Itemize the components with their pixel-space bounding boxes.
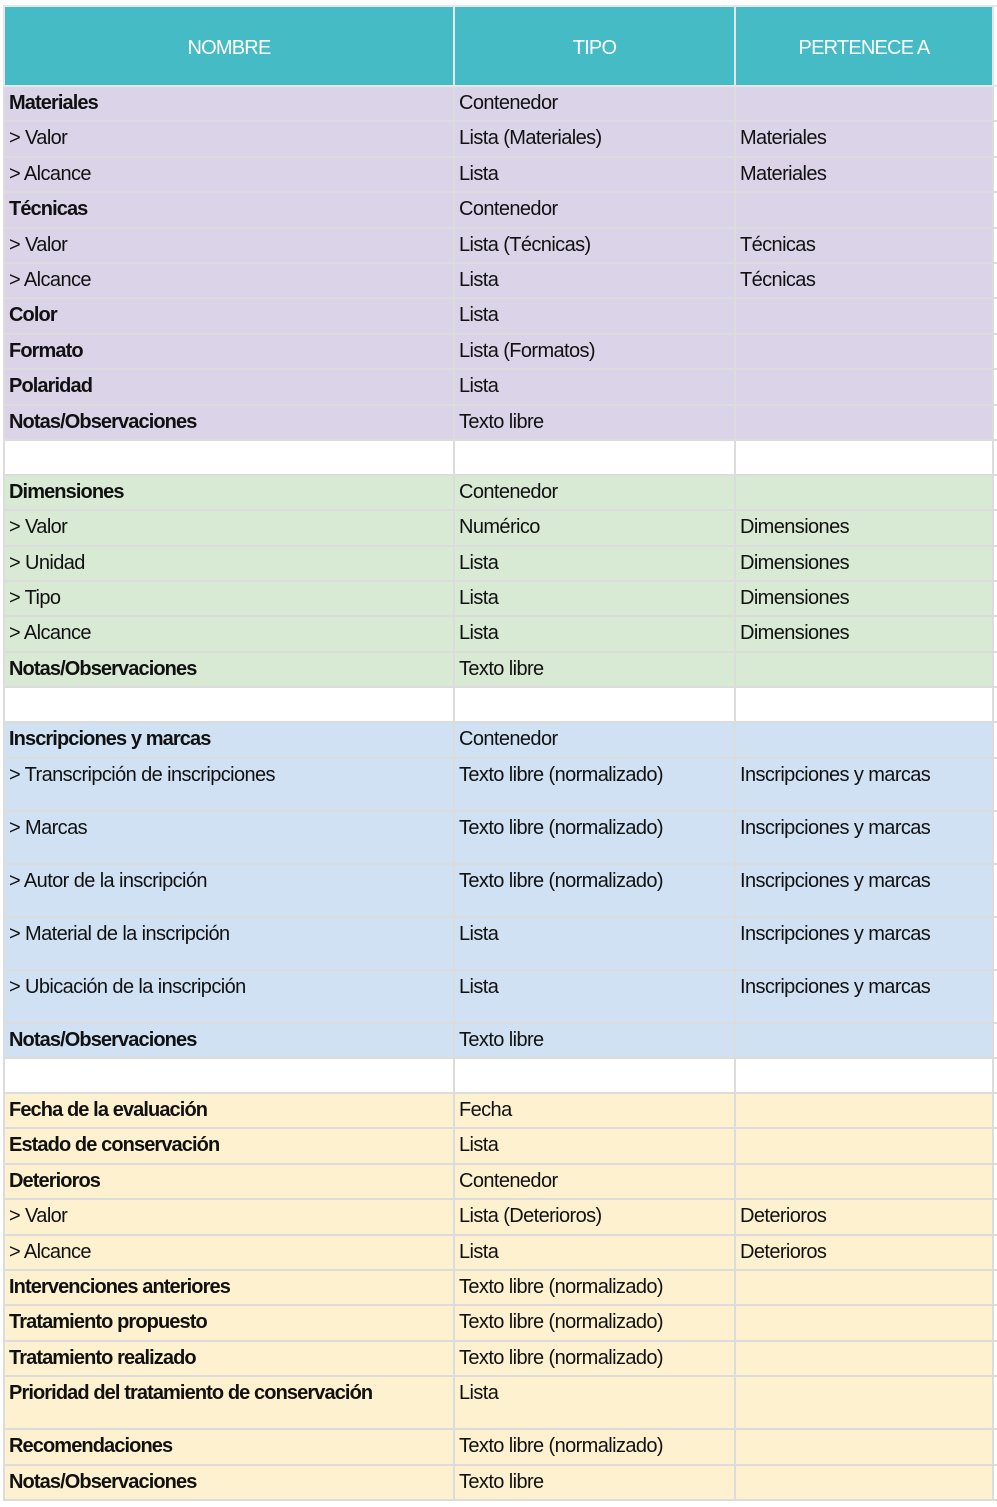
cell-tipo[interactable]: Lista (Deterioros): [454, 1199, 735, 1234]
cell-nombre[interactable]: Tratamiento realizado: [4, 1341, 454, 1376]
empty-cell[interactable]: [454, 1058, 735, 1093]
table-row: [4, 192, 997, 227]
cell-pertenece-a[interactable]: Técnicas: [735, 228, 993, 263]
cell-nombre[interactable]: Estado de conservación: [4, 1128, 454, 1163]
cell-tipo[interactable]: Lista (Materiales): [454, 121, 735, 156]
table-row: [4, 86, 997, 121]
cell-pertenece-a[interactable]: Inscripciones y marcas: [735, 758, 993, 811]
table-row: [4, 1199, 997, 1234]
table-row: [4, 1270, 997, 1305]
edge-cell[interactable]: [993, 864, 997, 917]
cell-tipo[interactable]: Lista: [454, 546, 735, 581]
cell-tipo[interactable]: Lista (Técnicas): [454, 228, 735, 263]
edge-cell[interactable]: [993, 228, 997, 263]
cell-pertenece-a[interactable]: Dimensiones: [735, 616, 993, 651]
edge-cell[interactable]: [993, 811, 997, 864]
cell-tipo[interactable]: Texto libre (normalizado): [454, 1270, 735, 1305]
cell-pertenece-a[interactable]: Dimensiones: [735, 546, 993, 581]
edge-cell[interactable]: [993, 298, 997, 333]
empty-cell[interactable]: [735, 1058, 993, 1093]
cell-nombre[interactable]: > Alcance: [4, 1235, 454, 1270]
empty-cell[interactable]: [735, 687, 993, 722]
cell-pertenece-a[interactable]: [735, 405, 993, 440]
cell-nombre[interactable]: Color: [4, 298, 454, 333]
edge-cell[interactable]: [993, 1305, 997, 1340]
cell-pertenece-a[interactable]: [735, 1093, 993, 1128]
table-row: [4, 1164, 997, 1199]
edge-cell[interactable]: [993, 405, 997, 440]
edge-cell[interactable]: [993, 1465, 997, 1500]
cell-pertenece-a[interactable]: [735, 1429, 993, 1464]
cell-nombre[interactable]: Notas/Observaciones: [4, 405, 454, 440]
cell-nombre[interactable]: Inscripciones y marcas: [4, 722, 454, 757]
empty-cell[interactable]: [4, 1058, 454, 1093]
cell-pertenece-a[interactable]: [735, 652, 993, 687]
cell-pertenece-a[interactable]: [735, 1164, 993, 1199]
cell-tipo[interactable]: Lista: [454, 581, 735, 616]
edge-cell[interactable]: [993, 546, 997, 581]
cell-tipo[interactable]: Texto libre (normalizado): [454, 1341, 735, 1376]
cell-tipo[interactable]: Contenedor: [454, 86, 735, 121]
fields-table: [3, 5, 997, 1501]
edge-cell[interactable]: [993, 1235, 997, 1270]
cell-nombre[interactable]: > Valor: [4, 121, 454, 156]
cell-tipo[interactable]: Texto libre: [454, 1023, 735, 1058]
cell-nombre[interactable]: Formato: [4, 334, 454, 369]
table-row: [4, 581, 997, 616]
empty-cell[interactable]: [454, 440, 735, 475]
edge-cell[interactable]: [993, 970, 997, 1023]
cell-nombre[interactable]: > Unidad: [4, 546, 454, 581]
cell-pertenece-a[interactable]: [735, 192, 993, 227]
table-row: [4, 546, 997, 581]
table-row: [4, 121, 997, 156]
spacer-row: [4, 440, 997, 475]
cell-tipo[interactable]: Lista: [454, 616, 735, 651]
table-row: [4, 1465, 997, 1500]
cell-nombre[interactable]: > Valor: [4, 1199, 454, 1234]
cell-nombre[interactable]: > Valor: [4, 510, 454, 545]
cell-pertenece-a[interactable]: Deterioros: [735, 1199, 993, 1234]
table-row: [4, 1305, 997, 1340]
table-row: [4, 263, 997, 298]
table-row: [4, 970, 997, 1023]
empty-cell[interactable]: [993, 440, 997, 475]
cell-nombre[interactable]: > Alcance: [4, 616, 454, 651]
table-body: [4, 86, 997, 1500]
edge-cell[interactable]: [993, 1023, 997, 1058]
edge-cell[interactable]: [993, 192, 997, 227]
edge-cell[interactable]: [993, 652, 997, 687]
cell-tipo[interactable]: Texto libre (normalizado): [454, 1429, 735, 1464]
table-row: [4, 334, 997, 369]
table-row: [4, 1128, 997, 1163]
edge-cell[interactable]: [993, 1429, 997, 1464]
edge-cell[interactable]: [993, 334, 997, 369]
table-row: [4, 1341, 997, 1376]
cell-tipo[interactable]: Texto libre (normalizado): [454, 758, 735, 811]
cell-nombre[interactable]: > Alcance: [4, 263, 454, 298]
table-row: [4, 1429, 997, 1464]
cell-tipo[interactable]: Fecha: [454, 1093, 735, 1128]
table-row: [4, 510, 997, 545]
cell-pertenece-a[interactable]: Inscripciones y marcas: [735, 864, 993, 917]
cell-tipo[interactable]: Numérico: [454, 510, 735, 545]
cell-pertenece-a[interactable]: Inscripciones y marcas: [735, 811, 993, 864]
edge-cell[interactable]: [993, 722, 997, 757]
cell-tipo[interactable]: Lista: [454, 1235, 735, 1270]
edge-cell[interactable]: [993, 1341, 997, 1376]
cell-tipo[interactable]: Texto libre: [454, 1465, 735, 1500]
table-row: [4, 298, 997, 333]
spreadsheet: [3, 5, 997, 1501]
table-row: [4, 811, 997, 864]
cell-tipo[interactable]: Lista: [454, 369, 735, 404]
edge-cell[interactable]: [993, 157, 997, 192]
cell-nombre[interactable]: > Transcripción de inscripciones: [4, 758, 454, 811]
edge-cell[interactable]: [993, 86, 997, 121]
cell-pertenece-a[interactable]: [735, 1341, 993, 1376]
cell-nombre[interactable]: Notas/Observaciones: [4, 652, 454, 687]
edge-cell[interactable]: [993, 758, 997, 811]
empty-cell[interactable]: [993, 1058, 997, 1093]
cell-pertenece-a[interactable]: [735, 475, 993, 510]
empty-cell[interactable]: [4, 440, 454, 475]
edge-cell[interactable]: [993, 1128, 997, 1163]
cell-pertenece-a[interactable]: Dimensiones: [735, 510, 993, 545]
edge-cell[interactable]: [993, 1376, 997, 1429]
empty-cell[interactable]: [4, 687, 454, 722]
cell-pertenece-a[interactable]: [735, 1023, 993, 1058]
table-row: [4, 758, 997, 811]
edge-cell[interactable]: [993, 1199, 997, 1234]
header-row: [4, 6, 997, 86]
spacer-row: [4, 687, 997, 722]
table-row: [4, 917, 997, 970]
cell-tipo[interactable]: Lista: [454, 298, 735, 333]
cell-tipo[interactable]: Texto libre (normalizado): [454, 1305, 735, 1340]
header-edge-cell[interactable]: [993, 6, 997, 86]
cell-pertenece-a[interactable]: [735, 369, 993, 404]
edge-cell[interactable]: [993, 1270, 997, 1305]
edge-cell[interactable]: [993, 510, 997, 545]
cell-nombre[interactable]: Materiales: [4, 86, 454, 121]
cell-tipo[interactable]: Texto libre: [454, 652, 735, 687]
table-row: [4, 1023, 997, 1058]
table-row: [4, 722, 997, 757]
table-row: [4, 864, 997, 917]
cell-tipo[interactable]: Contenedor: [454, 475, 735, 510]
cell-tipo[interactable]: Texto libre (normalizado): [454, 811, 735, 864]
cell-tipo[interactable]: Lista: [454, 917, 735, 970]
table-row: [4, 405, 997, 440]
table-row: [4, 228, 997, 263]
edge-cell[interactable]: [993, 475, 997, 510]
empty-cell[interactable]: [735, 440, 993, 475]
cell-nombre[interactable]: > Alcance: [4, 157, 454, 192]
table-row: [4, 475, 997, 510]
cell-nombre[interactable]: Fecha de la evaluación: [4, 1093, 454, 1128]
cell-tipo[interactable]: Lista (Formatos): [454, 334, 735, 369]
cell-nombre[interactable]: Intervenciones anteriores: [4, 1270, 454, 1305]
cell-pertenece-a[interactable]: [735, 1270, 993, 1305]
edge-cell[interactable]: [993, 616, 997, 651]
cell-nombre[interactable]: > Material de la inscripción: [4, 917, 454, 970]
edge-cell[interactable]: [993, 369, 997, 404]
cell-nombre[interactable]: Notas/Observaciones: [4, 1465, 454, 1500]
cell-pertenece-a[interactable]: [735, 298, 993, 333]
cell-tipo[interactable]: Contenedor: [454, 192, 735, 227]
table-row: [4, 369, 997, 404]
cell-pertenece-a[interactable]: [735, 1128, 993, 1163]
edge-cell[interactable]: [993, 917, 997, 970]
cell-pertenece-a[interactable]: Materiales: [735, 157, 993, 192]
cell-nombre[interactable]: Dimensiones: [4, 475, 454, 510]
edge-cell[interactable]: [993, 1164, 997, 1199]
cell-tipo[interactable]: Lista: [454, 1376, 735, 1429]
cell-pertenece-a[interactable]: [735, 1376, 993, 1429]
cell-nombre[interactable]: Polaridad: [4, 369, 454, 404]
table-row: [4, 652, 997, 687]
cell-pertenece-a[interactable]: [735, 722, 993, 757]
table-row: [4, 1376, 997, 1429]
cell-tipo[interactable]: Lista: [454, 263, 735, 298]
cell-nombre[interactable]: Tratamiento propuesto: [4, 1305, 454, 1340]
cell-nombre[interactable]: Notas/Observaciones: [4, 1023, 454, 1058]
cell-tipo[interactable]: Contenedor: [454, 1164, 735, 1199]
table-row: [4, 1235, 997, 1270]
edge-cell[interactable]: [993, 581, 997, 616]
cell-nombre[interactable]: > Ubicación de la inscripción: [4, 970, 454, 1023]
cell-pertenece-a[interactable]: Dimensiones: [735, 581, 993, 616]
cell-tipo[interactable]: Contenedor: [454, 722, 735, 757]
cell-pertenece-a[interactable]: Inscripciones y marcas: [735, 917, 993, 970]
table-row: [4, 616, 997, 651]
cell-pertenece-a[interactable]: Deterioros: [735, 1235, 993, 1270]
edge-cell[interactable]: [993, 263, 997, 298]
spacer-row: [4, 1058, 997, 1093]
empty-cell[interactable]: [454, 687, 735, 722]
header-tipo[interactable]: TIPO: [454, 6, 735, 86]
cell-pertenece-a[interactable]: [735, 86, 993, 121]
edge-cell[interactable]: [993, 1093, 997, 1128]
empty-cell[interactable]: [993, 687, 997, 722]
cell-pertenece-a[interactable]: Inscripciones y marcas: [735, 970, 993, 1023]
table-row: [4, 1093, 997, 1128]
cell-tipo[interactable]: Lista: [454, 970, 735, 1023]
cell-nombre[interactable]: > Tipo: [4, 581, 454, 616]
cell-pertenece-a[interactable]: Materiales: [735, 121, 993, 156]
cell-tipo[interactable]: Texto libre (normalizado): [454, 864, 735, 917]
cell-nombre[interactable]: > Autor de la inscripción: [4, 864, 454, 917]
cell-pertenece-a[interactable]: Técnicas: [735, 263, 993, 298]
cell-nombre[interactable]: Recomendaciones: [4, 1429, 454, 1464]
cell-nombre[interactable]: > Marcas: [4, 811, 454, 864]
edge-cell[interactable]: [993, 121, 997, 156]
cell-tipo[interactable]: Lista: [454, 157, 735, 192]
cell-nombre[interactable]: Técnicas: [4, 192, 454, 227]
cell-nombre[interactable]: Prioridad del tratamiento de conservación: [4, 1376, 454, 1429]
cell-pertenece-a[interactable]: [735, 1465, 993, 1500]
cell-nombre[interactable]: Deterioros: [4, 1164, 454, 1199]
header-nombre[interactable]: NOMBRE: [4, 6, 454, 86]
header-pertenece-a[interactable]: PERTENECE A: [735, 6, 993, 86]
cell-nombre[interactable]: > Valor: [4, 228, 454, 263]
cell-tipo[interactable]: Texto libre: [454, 405, 735, 440]
cell-pertenece-a[interactable]: [735, 334, 993, 369]
cell-pertenece-a[interactable]: [735, 1305, 993, 1340]
cell-tipo[interactable]: Lista: [454, 1128, 735, 1163]
table-row: [4, 157, 997, 192]
